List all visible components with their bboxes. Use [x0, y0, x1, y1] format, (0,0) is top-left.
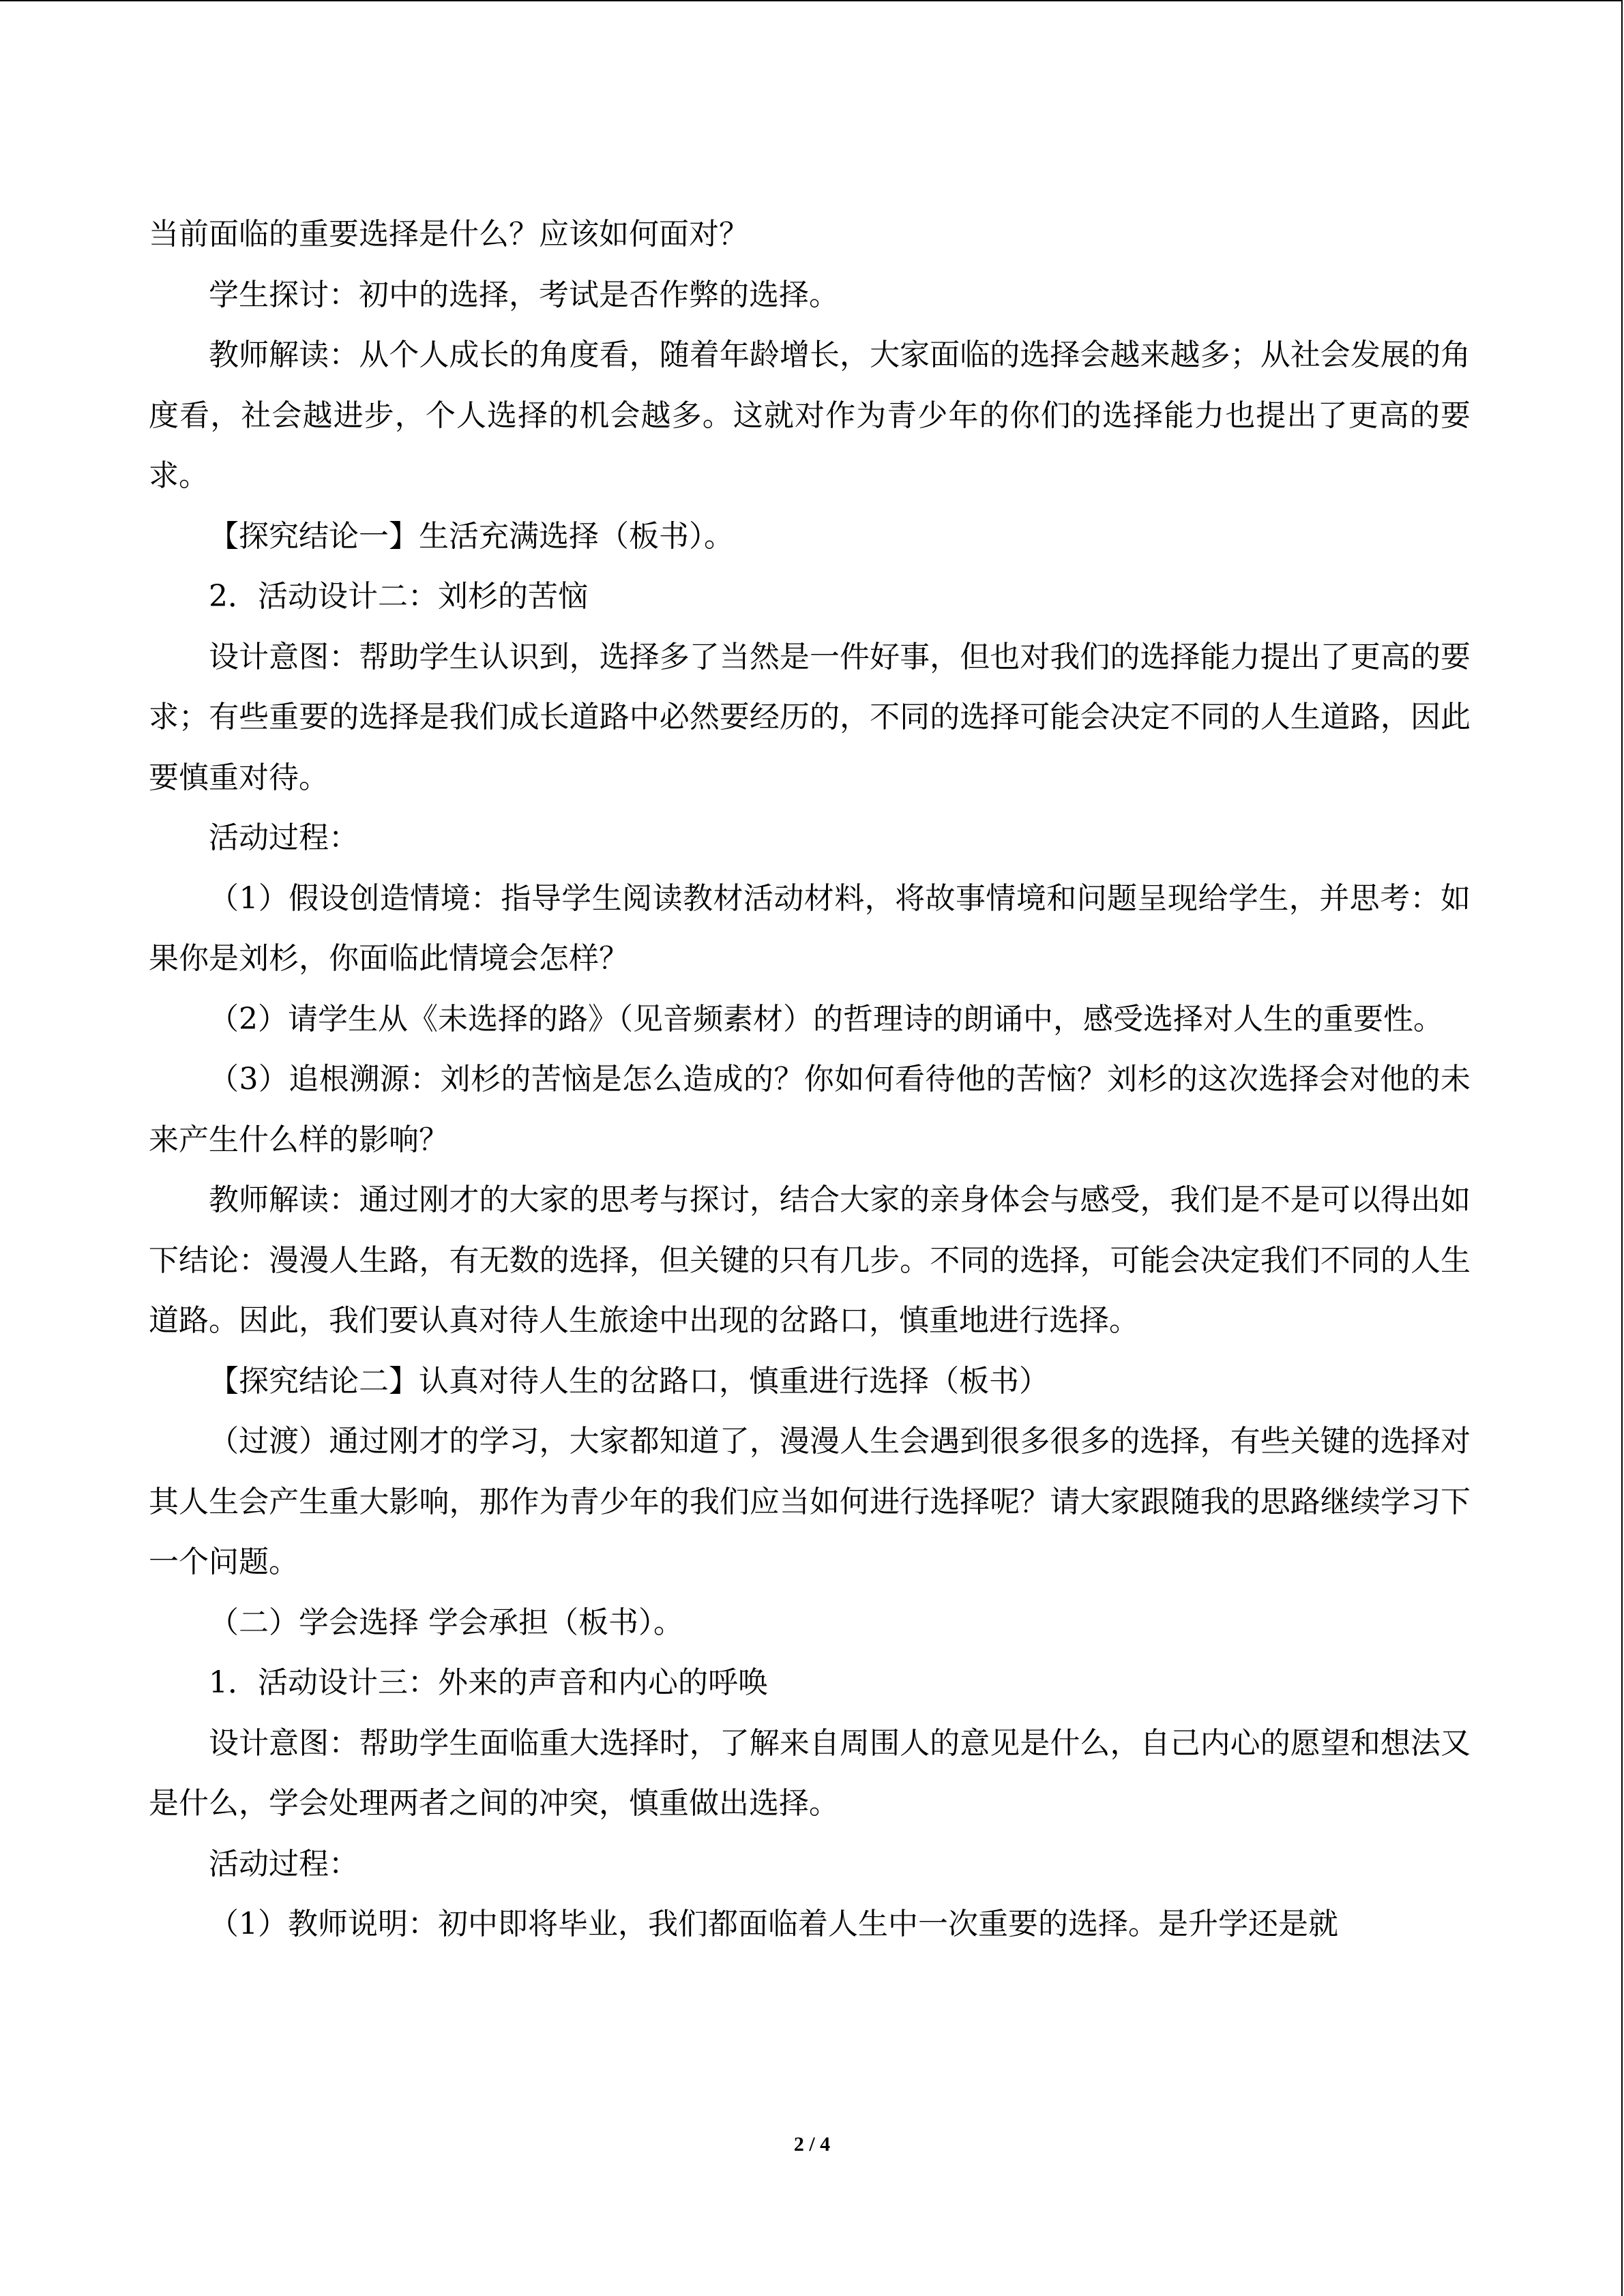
paragraph-11: 【探究结论二】认真对待人生的岔路口，慎重进行选择（板书） — [209, 1363, 1049, 1399]
page-number: 2 / 4 — [793, 2133, 831, 2156]
document-body — [149, 205, 1471, 1955]
paragraph-2: 教师解读：从个人成长的角度看，随着年龄增长，大家面临的选择会越来越多；从社会发展的角度看，社会越进步，个人选择的机会越多。这就对作为青少年的你们的选择能力也提出了更高的要求。 — [149, 338, 1471, 493]
paragraph-7: （1）假设创造情境：指导学生阅读教材活动材料，将故事情境和问题呈现给学生，并思考：如果你是刘杉，你面临此情境会怎样？ — [149, 880, 1471, 976]
paragraph-12: （过渡）通过刚才的学习，大家都知道了，漫漫人生会遇到很多很多的选择，有些关键的选择对其人生会产生重大影响，那作为青少年的我们应当如何进行选择呢？请大家跟随我的思路继续学习下一个问题。 — [149, 1424, 1471, 1579]
paragraph-8: （2）请学生从《未选择的路》（见音频素材）的哲理诗的朗诵中，感受选择对人生的重要性。 — [209, 1001, 1443, 1037]
paragraph-4: 2．活动设计二：刘杉的苦恼 — [209, 579, 588, 614]
paragraph-1: 学生探讨：初中的选择，考试是否作弊的选择。 — [209, 277, 839, 312]
paragraph-15: 设计意图：帮助学生面临重大选择时，了解来自周围人的意见是什么，自己内心的愿望和想法又是什么，学会处理两者之间的冲突，慎重做出选择。 — [149, 1725, 1471, 1821]
paragraph-9: （3）追根溯源：刘杉的苦恼是怎么造成的？你如何看待他的苦恼？刘杉的这次选择会对他的未来产生什么样的影响？ — [149, 1062, 1471, 1157]
paragraph-16: 活动过程： — [209, 1846, 359, 1881]
paragraph-6: 活动过程： — [209, 820, 359, 855]
paragraph-0: 当前面临的重要选择是什么？应该如何面对？ — [149, 217, 749, 252]
paragraph-5: 设计意图：帮助学生认识到，选择多了当然是一件好事，但也对我们的选择能力提出了更高的要求；有些重要的选择是我们成长道路中必然要经历的，不同的选择可能会决定不同的人生道路，因此要慎重对待。 — [149, 639, 1471, 795]
paragraph-10: 教师解读：通过刚才的大家的思考与探讨，结合大家的亲身体会与感受，我们是不是可以得出如下结论：漫漫人生路，有无数的选择，但关键的只有几步。不同的选择，可能会决定我们不同的人生道路。因此，我们要认真对待人生旅途中出现的岔路口，慎重地进行选择。 — [149, 1182, 1471, 1338]
paragraph-14: 1．活动设计三：外来的声音和内心的呼唤 — [209, 1665, 768, 1700]
paragraph-13: （二）学会选择 学会承担（板书）。 — [209, 1605, 683, 1640]
paragraph-3: 【探究结论一】生活充满选择（板书）。 — [209, 518, 734, 554]
paragraph-17: （1）教师说明：初中即将毕业，我们都面临着人生中一次重要的选择。是升学还是就 — [209, 1907, 1338, 1941]
